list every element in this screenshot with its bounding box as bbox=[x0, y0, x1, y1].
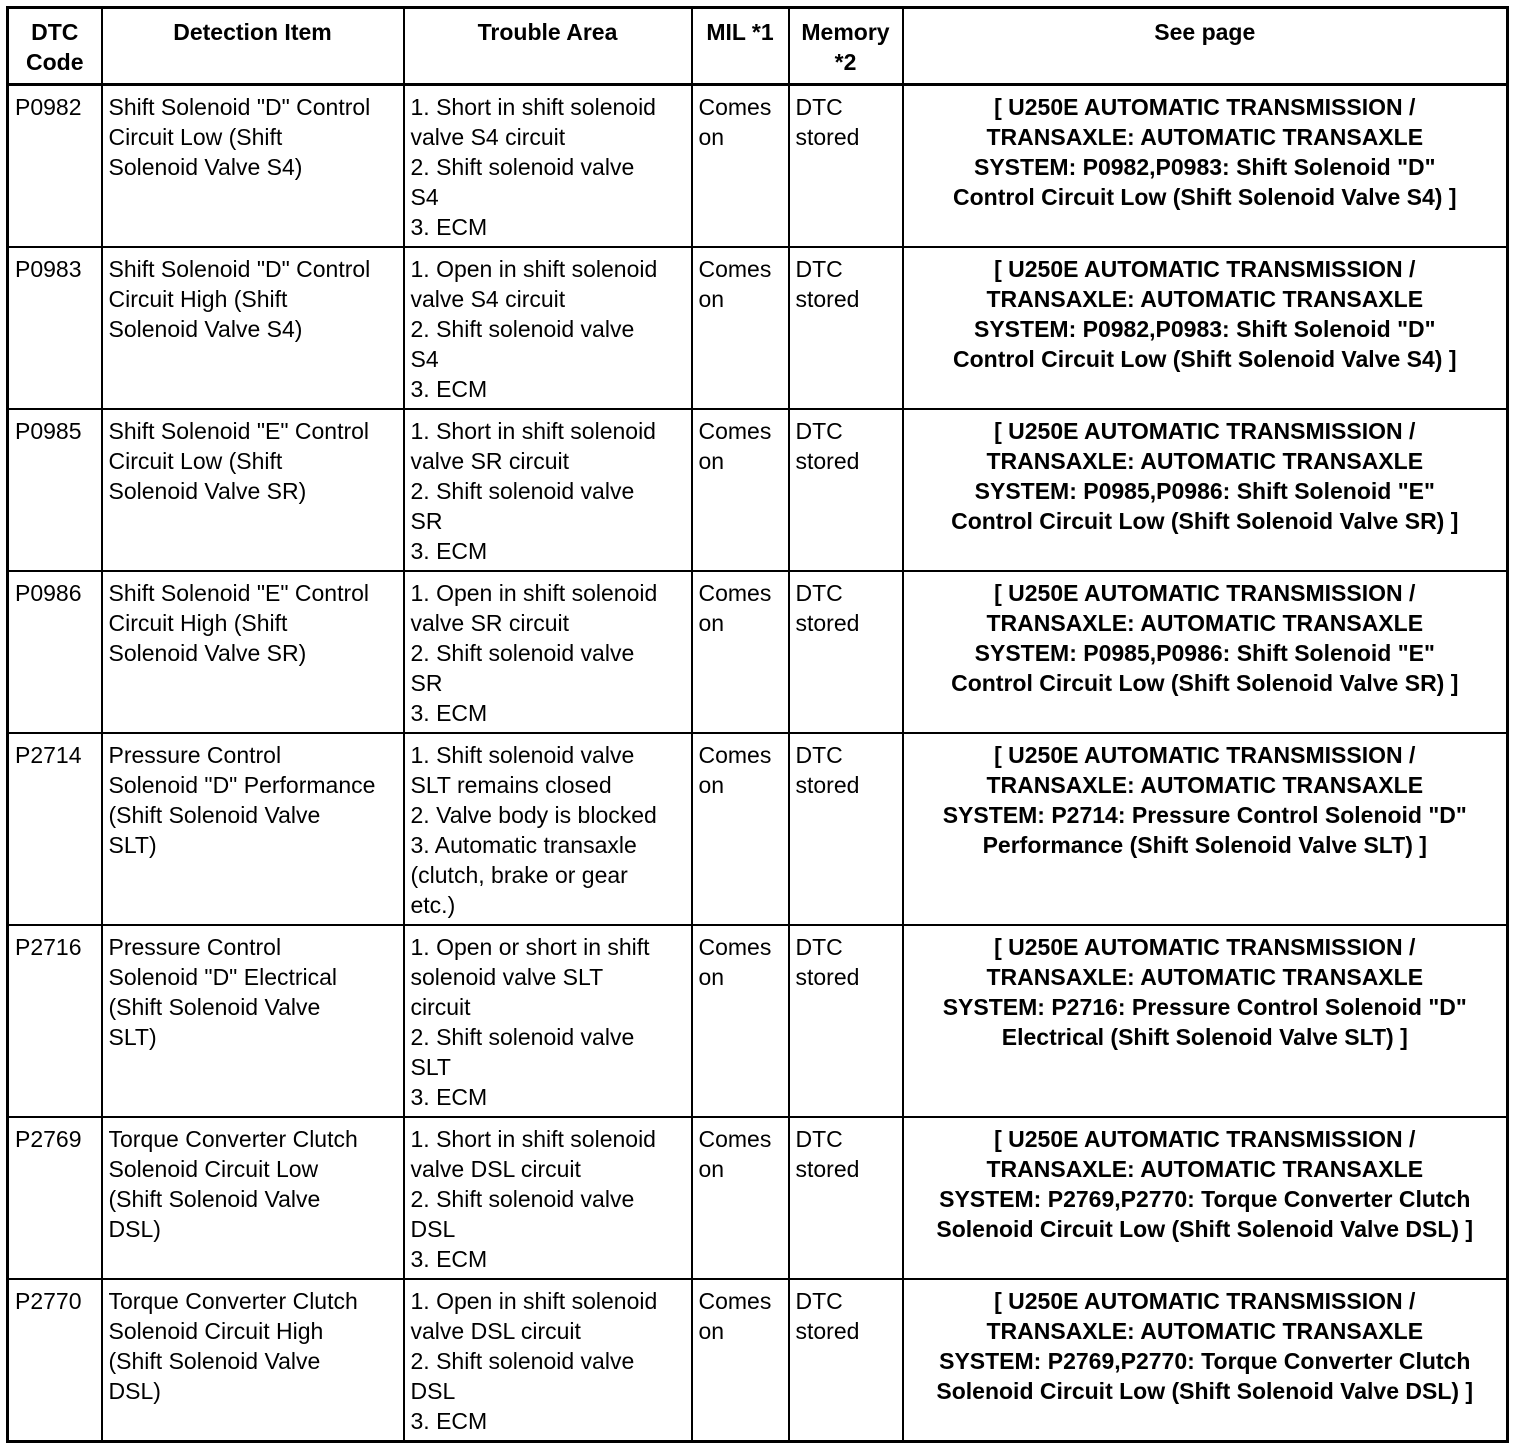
trouble-line: 2. Valve body is blocked bbox=[410, 802, 657, 828]
memory-cell bbox=[789, 571, 903, 733]
table-row bbox=[8, 247, 1508, 409]
trouble-area-cell bbox=[404, 409, 692, 571]
memory-line: stored bbox=[795, 286, 860, 312]
see-line: TRANSAXLE: AUTOMATIC TRANSAXLE bbox=[986, 610, 1424, 636]
see-line: [ U250E AUTOMATIC TRANSMISSION / bbox=[994, 1126, 1416, 1152]
trouble-area-cell bbox=[404, 247, 692, 409]
detection-item-cell bbox=[102, 85, 404, 248]
mil-line: on bbox=[698, 772, 725, 798]
dtc-table bbox=[6, 6, 1509, 1443]
dtc-code-cell: P2769 bbox=[8, 1117, 102, 1279]
see-line: [ U250E AUTOMATIC TRANSMISSION / bbox=[994, 1288, 1416, 1314]
trouble-line: 1. Open or short in shift bbox=[410, 934, 650, 960]
trouble-area-cell bbox=[404, 733, 692, 925]
detection-line: DSL) bbox=[108, 1216, 161, 1242]
mil-cell bbox=[692, 409, 789, 571]
memory-line: stored bbox=[795, 964, 860, 990]
trouble-line: 1. Short in shift solenoid bbox=[410, 1126, 656, 1152]
see-line: SYSTEM: P2769,P2770: Torque Converter Clutch bbox=[939, 1348, 1471, 1374]
see-page-link[interactable] bbox=[903, 409, 1508, 571]
detection-line: DSL) bbox=[108, 1378, 161, 1404]
mil-cell bbox=[692, 1279, 789, 1442]
mil-line: on bbox=[698, 964, 725, 990]
memory-cell bbox=[789, 247, 903, 409]
trouble-line: 3. ECM bbox=[410, 538, 488, 564]
header-row bbox=[8, 8, 1508, 85]
memory-cell bbox=[789, 925, 903, 1117]
mil-line: on bbox=[698, 448, 725, 474]
memory-cell bbox=[789, 1117, 903, 1279]
mil-line: Comes bbox=[698, 580, 772, 606]
table-row bbox=[8, 925, 1508, 1117]
see-line: Performance (Shift Solenoid Valve SLT) ] bbox=[982, 832, 1427, 858]
see-line: [ U250E AUTOMATIC TRANSMISSION / bbox=[994, 418, 1416, 444]
trouble-line: 1. Shift solenoid valve bbox=[410, 742, 635, 768]
see-line: SYSTEM: P0982,P0983: Shift Solenoid "D" bbox=[974, 154, 1436, 180]
mil-line: on bbox=[698, 610, 725, 636]
mil-line: Comes bbox=[698, 934, 772, 960]
detection-line: Solenoid Valve S4) bbox=[108, 316, 303, 342]
memory-cell bbox=[789, 409, 903, 571]
memory-line: DTC bbox=[795, 742, 843, 768]
see-line: TRANSAXLE: AUTOMATIC TRANSAXLE bbox=[986, 286, 1424, 312]
memory-line: stored bbox=[795, 448, 860, 474]
trouble-line: 2. Shift solenoid valve bbox=[410, 1348, 635, 1374]
trouble-line: S4 bbox=[410, 184, 439, 210]
see-line: TRANSAXLE: AUTOMATIC TRANSAXLE bbox=[986, 1156, 1424, 1182]
header-trouble-area: Trouble Area bbox=[404, 8, 692, 85]
detection-item-cell bbox=[102, 409, 404, 571]
see-line: [ U250E AUTOMATIC TRANSMISSION / bbox=[994, 742, 1416, 768]
detection-line: Circuit Low (Shift bbox=[108, 448, 283, 474]
see-page-link[interactable] bbox=[903, 1117, 1508, 1279]
mil-line: on bbox=[698, 1156, 725, 1182]
detection-line: Shift Solenoid "E" Control bbox=[108, 418, 370, 444]
see-line: [ U250E AUTOMATIC TRANSMISSION / bbox=[994, 934, 1416, 960]
table-row bbox=[8, 85, 1508, 248]
trouble-line: 2. Shift solenoid valve bbox=[410, 154, 635, 180]
mil-line: Comes bbox=[698, 1126, 772, 1152]
dtc-code-cell: P2770 bbox=[8, 1279, 102, 1442]
see-line: [ U250E AUTOMATIC TRANSMISSION / bbox=[994, 256, 1416, 282]
trouble-line: 2. Shift solenoid valve bbox=[410, 1186, 635, 1212]
table-row bbox=[8, 571, 1508, 733]
see-page-link[interactable] bbox=[903, 247, 1508, 409]
trouble-line: valve S4 circuit bbox=[410, 124, 566, 150]
trouble-line: valve SR circuit bbox=[410, 448, 569, 474]
memory-line: stored bbox=[795, 772, 860, 798]
trouble-line: 1. Open in shift solenoid bbox=[410, 1288, 658, 1314]
trouble-line: 3. Automatic transaxle bbox=[410, 832, 637, 858]
memory-line: DTC bbox=[795, 934, 843, 960]
detection-line: (Shift Solenoid Valve bbox=[108, 1348, 321, 1374]
trouble-line: DSL bbox=[410, 1216, 456, 1242]
mil-cell bbox=[692, 247, 789, 409]
trouble-line: 1. Short in shift solenoid bbox=[410, 94, 656, 120]
detection-line: SLT) bbox=[108, 832, 157, 858]
trouble-line: 3. ECM bbox=[410, 1084, 488, 1110]
see-line: TRANSAXLE: AUTOMATIC TRANSAXLE bbox=[986, 1318, 1424, 1344]
detection-item-cell bbox=[102, 733, 404, 925]
memory-line: DTC bbox=[795, 94, 843, 120]
see-line: SYSTEM: P2769,P2770: Torque Converter Clutch bbox=[939, 1186, 1471, 1212]
see-line: [ U250E AUTOMATIC TRANSMISSION / bbox=[994, 94, 1416, 120]
trouble-line: SLT remains closed bbox=[410, 772, 612, 798]
trouble-line: valve SR circuit bbox=[410, 610, 569, 636]
table-row bbox=[8, 1279, 1508, 1442]
trouble-line: valve DSL circuit bbox=[410, 1318, 581, 1344]
memory-line: DTC bbox=[795, 580, 843, 606]
trouble-line: DSL bbox=[410, 1378, 456, 1404]
detection-line: Solenoid "D" Performance bbox=[108, 772, 376, 798]
trouble-line: circuit bbox=[410, 994, 471, 1020]
mil-cell bbox=[692, 571, 789, 733]
mil-line: Comes bbox=[698, 742, 772, 768]
detection-line: Solenoid Valve SR) bbox=[108, 640, 307, 666]
header-memory: Memory *2 bbox=[789, 8, 903, 85]
header-see-page: See page bbox=[903, 8, 1508, 85]
see-line: Control Circuit Low (Shift Solenoid Valve S4) ] bbox=[953, 346, 1457, 372]
trouble-line: 2. Shift solenoid valve bbox=[410, 316, 635, 342]
trouble-line: 3. ECM bbox=[410, 1246, 488, 1272]
mil-cell bbox=[692, 925, 789, 1117]
memory-line: stored bbox=[795, 1318, 860, 1344]
trouble-line: 3. ECM bbox=[410, 1408, 488, 1434]
mil-line: on bbox=[698, 286, 725, 312]
mil-line: on bbox=[698, 1318, 725, 1344]
detection-line: Solenoid Circuit High bbox=[108, 1318, 324, 1344]
mil-line: Comes bbox=[698, 94, 772, 120]
see-page-link[interactable] bbox=[903, 571, 1508, 733]
see-line: SYSTEM: P2714: Pressure Control Solenoid "D" bbox=[942, 802, 1467, 828]
detection-line: Solenoid Circuit Low bbox=[108, 1156, 319, 1182]
detection-line: (Shift Solenoid Valve bbox=[108, 1186, 321, 1212]
trouble-line: SR bbox=[410, 670, 443, 696]
detection-line: Circuit Low (Shift bbox=[108, 124, 283, 150]
table-row bbox=[8, 1117, 1508, 1279]
detection-line: Pressure Control bbox=[108, 934, 282, 960]
detection-line: Solenoid Valve S4) bbox=[108, 154, 303, 180]
trouble-area-cell bbox=[404, 571, 692, 733]
detection-line: Shift Solenoid "D" Control bbox=[108, 94, 371, 120]
trouble-area-cell bbox=[404, 1279, 692, 1442]
trouble-line: 2. Shift solenoid valve bbox=[410, 1024, 635, 1050]
see-line: Solenoid Circuit Low (Shift Solenoid Valve DSL) ] bbox=[936, 1378, 1474, 1404]
detection-line: Shift Solenoid "D" Control bbox=[108, 256, 371, 282]
table-row bbox=[8, 733, 1508, 925]
trouble-line: 2. Shift solenoid valve bbox=[410, 478, 635, 504]
table-row bbox=[8, 409, 1508, 571]
memory-line: stored bbox=[795, 124, 860, 150]
detection-line: (Shift Solenoid Valve bbox=[108, 802, 321, 828]
memory-line: DTC bbox=[795, 1288, 843, 1314]
header-dtc-code: DTC Code bbox=[8, 8, 102, 85]
see-line: [ U250E AUTOMATIC TRANSMISSION / bbox=[994, 580, 1416, 606]
dtc-code-cell: P2714 bbox=[8, 733, 102, 925]
see-line: TRANSAXLE: AUTOMATIC TRANSAXLE bbox=[986, 448, 1424, 474]
trouble-line: 1. Open in shift solenoid bbox=[410, 580, 658, 606]
mil-line: Comes bbox=[698, 418, 772, 444]
trouble-line: (clutch, brake or gear bbox=[410, 862, 628, 888]
trouble-line: etc.) bbox=[410, 892, 456, 918]
detection-line: Solenoid "D" Electrical bbox=[108, 964, 338, 990]
mil-line: Comes bbox=[698, 256, 772, 282]
detection-line: Torque Converter Clutch bbox=[108, 1126, 358, 1152]
header-mil: MIL *1 bbox=[692, 8, 789, 85]
detection-item-cell bbox=[102, 1117, 404, 1279]
see-line: TRANSAXLE: AUTOMATIC TRANSAXLE bbox=[986, 772, 1424, 798]
memory-cell bbox=[789, 85, 903, 248]
detection-line: Torque Converter Clutch bbox=[108, 1288, 358, 1314]
detection-item-cell bbox=[102, 925, 404, 1117]
memory-line: stored bbox=[795, 610, 860, 636]
see-line: SYSTEM: P0985,P0986: Shift Solenoid "E" bbox=[974, 478, 1435, 504]
trouble-area-cell bbox=[404, 85, 692, 248]
mil-line: Comes bbox=[698, 1288, 772, 1314]
mil-cell bbox=[692, 733, 789, 925]
see-line: Electrical (Shift Solenoid Valve SLT) ] bbox=[1001, 1024, 1408, 1050]
detection-line: Solenoid Valve SR) bbox=[108, 478, 307, 504]
trouble-line: 1. Short in shift solenoid bbox=[410, 418, 656, 444]
see-page-link[interactable] bbox=[903, 1279, 1508, 1442]
detection-line: (Shift Solenoid Valve bbox=[108, 994, 321, 1020]
memory-cell bbox=[789, 1279, 903, 1442]
table-body bbox=[8, 85, 1508, 1442]
trouble-line: valve S4 circuit bbox=[410, 286, 566, 312]
detection-item-cell bbox=[102, 571, 404, 733]
trouble-line: 3. ECM bbox=[410, 700, 488, 726]
see-line: Control Circuit Low (Shift Solenoid Valve SR) ] bbox=[951, 508, 1459, 534]
trouble-line: SLT bbox=[410, 1054, 451, 1080]
memory-line: DTC bbox=[795, 256, 843, 282]
dtc-code-cell: P0986 bbox=[8, 571, 102, 733]
detection-line: SLT) bbox=[108, 1024, 157, 1050]
table-header bbox=[8, 8, 1508, 85]
see-line: SYSTEM: P0985,P0986: Shift Solenoid "E" bbox=[974, 640, 1435, 666]
trouble-line: valve DSL circuit bbox=[410, 1156, 581, 1182]
trouble-area-cell bbox=[404, 925, 692, 1117]
see-page-link[interactable] bbox=[903, 85, 1508, 248]
trouble-line: S4 bbox=[410, 346, 439, 372]
trouble-line: solenoid valve SLT bbox=[410, 964, 604, 990]
see-page-link[interactable] bbox=[903, 925, 1508, 1117]
detection-line: Circuit High (Shift bbox=[108, 610, 288, 636]
trouble-line: 3. ECM bbox=[410, 376, 488, 402]
mil-line: on bbox=[698, 124, 725, 150]
mil-cell bbox=[692, 1117, 789, 1279]
dtc-code-cell: P2716 bbox=[8, 925, 102, 1117]
dtc-code-cell: P0983 bbox=[8, 247, 102, 409]
dtc-code-cell: P0982 bbox=[8, 85, 102, 248]
trouble-line: 3. ECM bbox=[410, 214, 488, 240]
trouble-area-cell bbox=[404, 1117, 692, 1279]
see-line: Control Circuit Low (Shift Solenoid Valve SR) ] bbox=[951, 670, 1459, 696]
see-line: Control Circuit Low (Shift Solenoid Valve S4) ] bbox=[953, 184, 1457, 210]
see-line: SYSTEM: P2716: Pressure Control Solenoid "D" bbox=[942, 994, 1467, 1020]
detection-item-cell bbox=[102, 247, 404, 409]
trouble-line: SR bbox=[410, 508, 443, 534]
detection-line: Pressure Control bbox=[108, 742, 282, 768]
see-line: Solenoid Circuit Low (Shift Solenoid Valve DSL) ] bbox=[936, 1216, 1474, 1242]
detection-item-cell bbox=[102, 1279, 404, 1442]
trouble-line: 1. Open in shift solenoid bbox=[410, 256, 658, 282]
mil-cell bbox=[692, 85, 789, 248]
detection-line: Circuit High (Shift bbox=[108, 286, 288, 312]
memory-line: DTC bbox=[795, 1126, 843, 1152]
see-page-link[interactable] bbox=[903, 733, 1508, 925]
memory-line: stored bbox=[795, 1156, 860, 1182]
detection-line: Shift Solenoid "E" Control bbox=[108, 580, 370, 606]
header-detection-item: Detection Item bbox=[102, 8, 404, 85]
trouble-line: 2. Shift solenoid valve bbox=[410, 640, 635, 666]
see-line: SYSTEM: P0982,P0983: Shift Solenoid "D" bbox=[974, 316, 1436, 342]
dtc-code-cell: P0985 bbox=[8, 409, 102, 571]
memory-line: DTC bbox=[795, 418, 843, 444]
memory-cell bbox=[789, 733, 903, 925]
see-line: TRANSAXLE: AUTOMATIC TRANSAXLE bbox=[986, 124, 1424, 150]
see-line: TRANSAXLE: AUTOMATIC TRANSAXLE bbox=[986, 964, 1424, 990]
